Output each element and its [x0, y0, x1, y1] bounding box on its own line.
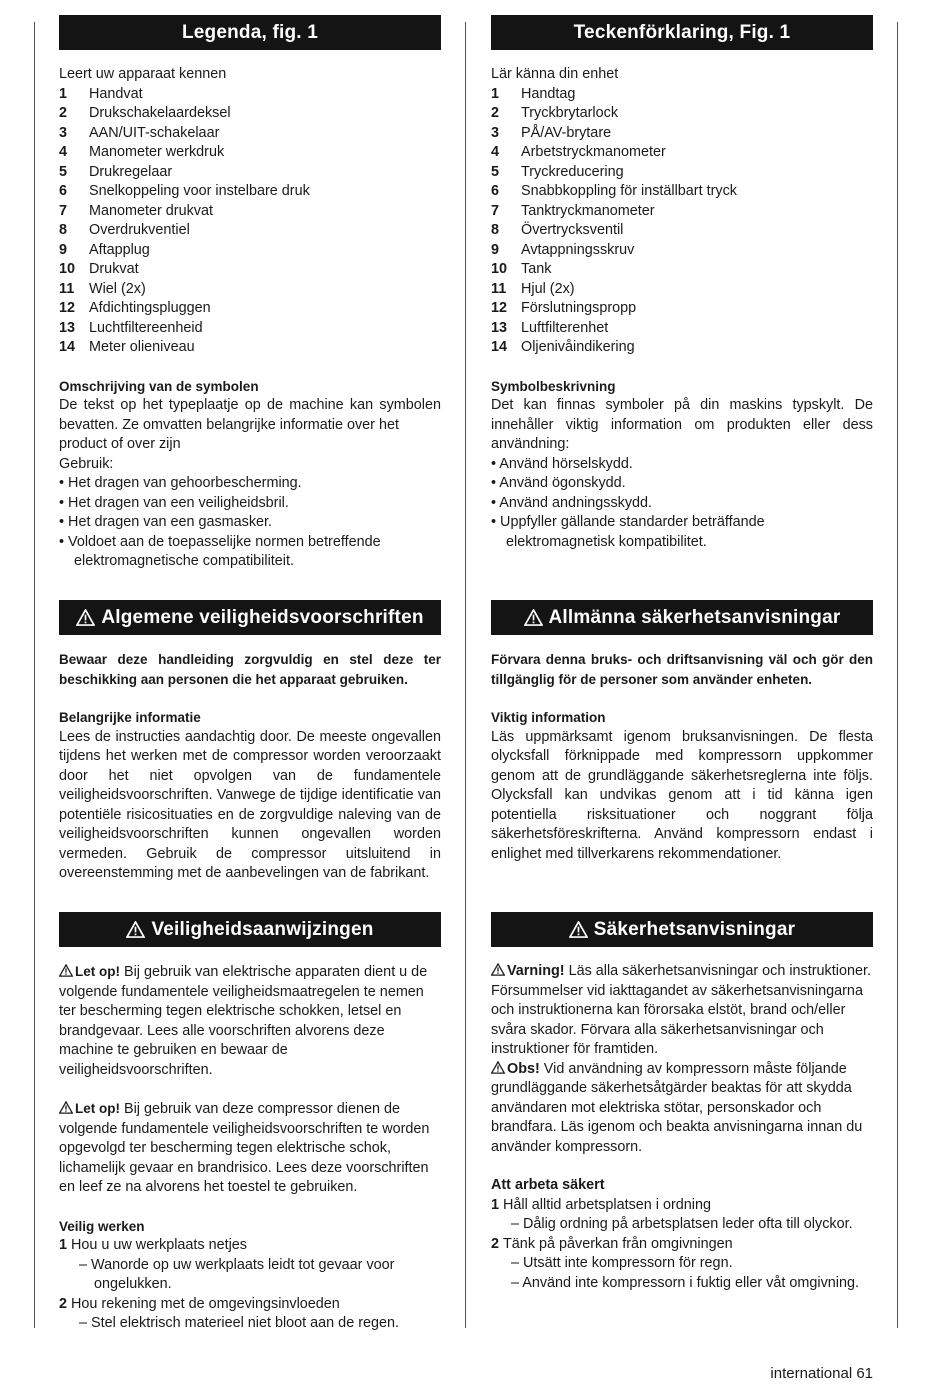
work-item-2: 2 Hou rekening met de omgevingsinvloeden	[59, 1295, 340, 1312]
legend-item: 13 Luftfilterenhet	[491, 319, 609, 336]
center-left-rule	[465, 22, 466, 1328]
important-text-sv: Läs uppmärksamt igenom bruksanvisningen. De flesta olycksfall förknippade med kompressorn uppkommer genom att de grundläggande säkerhetsreglerna inte följs. Olycksfall kan undvikas genom att i tid känna igen potentiella risksituationer och noggrant följa säkerhetsföreskrifterna. Använd kompressorn endast i enlighet med tillverkarens rekommendationer.	[491, 728, 873, 862]
bullet-item: • Använd andningsskydd.	[491, 494, 873, 514]
work-subitem: – Stel elektrisch materieel niet bloot aan de regen.	[79, 1315, 399, 1331]
warning-label: Varning!	[507, 963, 565, 979]
bullet-item: • Använd ögonskydd.	[491, 474, 873, 494]
legend-item: 11 Wiel (2x)	[59, 280, 146, 297]
symbols-heading-nl: Omschrijving van de symbolen	[59, 378, 259, 394]
bullet-item: • Voldoet aan de toepasselijke normen betreffende elektromagnetische compatibiliteit.	[59, 533, 441, 572]
legend-list-sv	[491, 85, 873, 358]
legend-item: 7 Manometer drukvat	[59, 202, 213, 219]
safety-section-sv	[491, 912, 873, 1293]
symbols-usage-nl: Gebruik:	[59, 455, 114, 472]
work-heading-sv: Att arbeta säkert	[491, 1177, 605, 1193]
work-list-nl	[59, 1236, 441, 1334]
legend-item: 1 Handtag	[491, 85, 576, 102]
legend-item: 14 Meter olieniveau	[59, 339, 195, 355]
symbols-bullets-sv	[491, 455, 873, 553]
safety-section-nl	[59, 912, 441, 1334]
legend-item: 5 Drukregelaar	[59, 163, 173, 180]
legend-item: 10 Tank	[491, 261, 552, 277]
work-item-2: 2 Tänk på påverkan från omgivningen	[491, 1235, 733, 1252]
right-margin-rule	[897, 22, 898, 1328]
legend-item: 11 Hjul (2x)	[491, 280, 575, 297]
legend-item: 4 Manometer werkdruk	[59, 144, 225, 160]
legend-item: 2 Tryckbrytarlock	[491, 105, 619, 121]
legend-item: 2 Drukschakelaardeksel	[59, 105, 231, 121]
warning-triangle-icon	[491, 963, 505, 976]
legend-item: 1 Handvat	[59, 85, 143, 102]
safety-title-nl: Veiligheidsaanwijzingen	[59, 912, 441, 947]
work-item-1: 1 Hou u uw werkplaats netjes	[59, 1237, 247, 1253]
important-heading-sv: Viktig information	[491, 710, 606, 725]
legend-title-sv: Teckenförklaring, Fig. 1	[491, 15, 873, 50]
legend-item: 8 Overdrukventiel	[59, 222, 190, 238]
work-heading-nl: Veilig werken	[59, 1218, 145, 1234]
legend-item: 6 Snabbkoppling för inställbart tryck	[491, 183, 737, 199]
symbols-bullets-nl	[59, 474, 441, 572]
general-safety-section-nl	[59, 600, 441, 884]
legend-item: 14 Oljenivåindikering	[491, 339, 635, 355]
general-bold-sv: Förvara denna bruks- och driftsanvisning väl och gör den tillgänglig för de personer som använder enheten.	[491, 652, 873, 687]
work-subitem: – Använd inte kompressorn i fuktig eller våt omgivning.	[511, 1274, 859, 1291]
symbols-text-nl-2: product of over zijn	[59, 436, 181, 452]
warning-label: Let op!	[75, 1101, 120, 1116]
legend-item: 10 Drukvat	[59, 261, 139, 277]
important-text-nl: Lees de instructies aandachtig door. De meeste ongevallen tijdens het werken met de compressor worden veroorzaakt door het niet opvolgen van de fundamentele veiligheidsvoorschriften. Vanwege de tijdige identificatie van potentiële risicosituaties en de zorgvuldige naleving van de veiligheidsvoorschriften kunnen ongevallen worden vermeden. Gebruik de compressor uitsluitend in overeenstemming met de aanbevelingen van de fabrikant.	[59, 728, 441, 881]
legend-list-nl	[59, 85, 441, 358]
bullet-item: • Använd hörselskydd.	[491, 455, 873, 475]
warning-triangle-icon	[569, 921, 588, 938]
legend-intro-sv: Lär känna din enhet	[491, 66, 619, 82]
work-subitem: – Wanorde op uw werkplaats leidt tot gevaar voor ongelukken.	[79, 1256, 395, 1292]
legend-item: 3 AAN/UIT-schakelaar	[59, 124, 220, 141]
legend-item: 7 Tanktryckmanometer	[491, 202, 655, 219]
general-bold-nl: Bewaar deze handleiding zorgvuldig en stel deze ter beschikking aan personen die het apparaat gebruiken.	[59, 652, 441, 687]
legend-item: 9 Avtappningsskruv	[491, 241, 635, 258]
legend-section-sv	[491, 15, 873, 552]
warning-label: Let op!	[75, 964, 120, 979]
warning-triangle-icon	[126, 921, 145, 938]
legend-item: 12 Afdichtingspluggen	[59, 300, 211, 316]
legend-title-nl: Legenda, fig. 1	[59, 15, 441, 50]
warning-triangle-icon	[76, 609, 95, 626]
safety-title-sv: Säkerhetsanvisningar	[491, 912, 873, 947]
legend-intro-nl: Leert uw apparaat kennen	[59, 66, 227, 82]
page-footer: international 61	[770, 1365, 873, 1382]
work-item-1: 1 Håll alltid arbetsplatsen i ordning	[491, 1196, 711, 1213]
general-safety-section-sv	[491, 600, 873, 864]
work-subitem: – Utsätt inte kompressorn för regn.	[511, 1255, 733, 1271]
work-subitem: – Dålig ordning på arbetsplatsen leder ofta till olyckor.	[511, 1216, 853, 1232]
warning-triangle-icon	[59, 964, 73, 977]
legend-item: 4 Arbetstryckmanometer	[491, 144, 666, 160]
work-list-sv	[491, 1196, 873, 1294]
bullet-item: • Het dragen van een veiligheidsbril.	[59, 494, 441, 514]
general-safety-title-sv: Allmänna säkerhetsanvisningar	[491, 600, 873, 635]
legend-item: 13 Luchtfiltereenheid	[59, 319, 203, 336]
warning-triangle-icon	[491, 1061, 505, 1074]
bullet-item: • Het dragen van gehoorbescherming.	[59, 474, 441, 494]
legend-item: 3 PÅ/AV-brytare	[491, 124, 612, 141]
warning-paragraph-1-nl: Let op! Bij gebruik van elektrische apparaten dient u de volgende fundamentele veiligheidsmaatregelen te nemen ter bescherming tegen elektrische schokken, letsel en brandgevaar. Lees alle voorschriften alvorens deze machine te gebruiken en bewaar de veiligheidsvoorschriften.	[59, 964, 428, 1078]
warning-triangle-icon	[59, 1101, 73, 1114]
legend-item: 12 Förslutningspropp	[491, 300, 637, 316]
warning-paragraph-2-nl: Let op! Bij gebruik van deze compressor dienen de volgende fundamentele veiligheidsvoorschriften te worden opgevolgd ter bescherming tegen elektrische schok, lichamelijk gevaar en brandrisico. Lees deze voorschriften en leef ze na alvorens het toestel te gebruiken.	[59, 1101, 430, 1195]
warning-label: Obs!	[507, 1060, 540, 1077]
legend-section-nl	[59, 15, 441, 572]
symbols-text-nl: De tekst op het typeplaatje op de machine kan symbolen bevatten. Ze omvatten belangrijke informatie over het	[59, 397, 441, 433]
legend-item: 9 Aftapplug	[59, 241, 150, 258]
symbols-heading-sv: Symbolbeskrivning	[491, 378, 616, 394]
symbols-text-sv: Det kan finnas symboler på din maskins typskylt. De innehåller viktig information om produkten eller dess användning:	[491, 397, 873, 452]
legend-item: 6 Snelkoppeling voor instelbare druk	[59, 183, 310, 199]
important-heading-nl: Belangrijke informatie	[59, 710, 201, 725]
warning-paragraph-2-sv: Obs! Vid användning av kompressorn måste följande grundläggande säkerhetsåtgärder beaktas för att skydda användaren mot elektriska stötar, personskador och brandfara. Läs igenom och beakta anvisningarna innan du använder kompressorn.	[491, 1060, 863, 1155]
bullet-item: • Het dragen van een gasmasker.	[59, 513, 441, 533]
legend-item: 8 Övertrycksventil	[491, 222, 624, 238]
general-safety-title-nl: Algemene veiligheidsvoorschriften	[59, 600, 441, 635]
left-margin-rule	[34, 22, 35, 1328]
bullet-item: • Uppfyller gällande standarder beträffande elektromagnetisk kompatibilitet.	[491, 513, 873, 552]
legend-item: 5 Tryckreducering	[491, 163, 624, 180]
warning-paragraph-1-sv: Varning! Läs alla säkerhetsanvisningar och instruktioner. Försummelser vid iakttagandet av säkerhetsanvisningarna och instruktionerna kan förorsaka elstöt, brand och/eller svåra skador. Förvara alla säkerhetsanvisningar och instruktioner för framtiden.	[491, 963, 871, 1057]
warning-triangle-icon	[524, 609, 543, 626]
